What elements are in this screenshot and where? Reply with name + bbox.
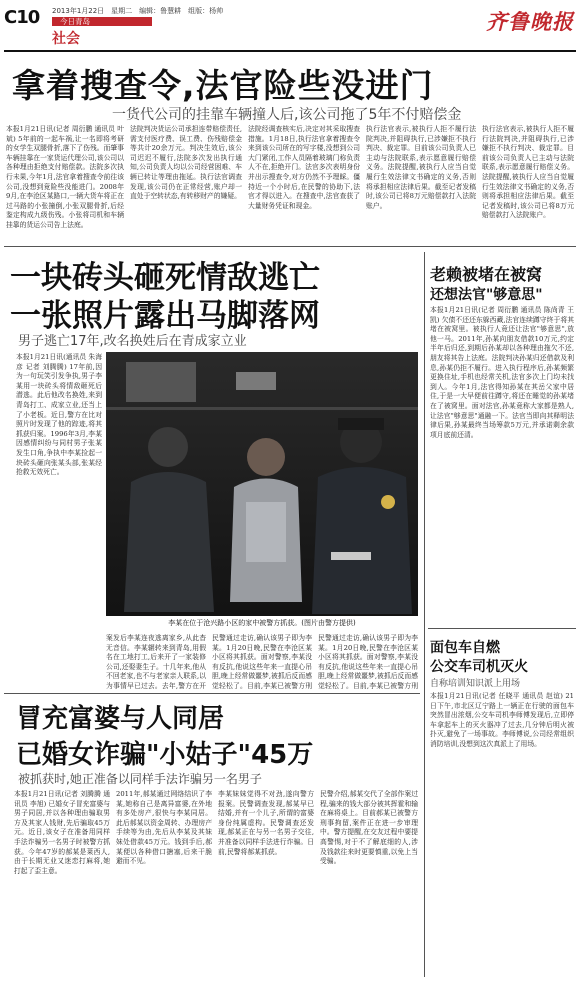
date-line: 2013年1月22日 星期二 编辑：鲁慧耕 组版：杨帅 xyxy=(52,7,224,15)
photo-caption: 李某在位于沧兴路小区的家中被警方抓获。(图片由警方提供) xyxy=(106,616,418,630)
article5-headline-line2: 已婚女诈骗"小姑子"45万 xyxy=(16,740,314,770)
article1-bottom-rule xyxy=(4,246,576,247)
article2-photo xyxy=(106,352,418,630)
article5-col-4: 民警介绍,郝某交代了全部作案过程,骗来的钱大部分被其挥霍和输在麻将桌上。目前郝某已被警方刑事拘留,案件正在进一步审理中。警方提醒,在交友过程中要提高警惕,对于不了解底细的人,涉及钱款往来时更要慎重,以免上当受骗。 xyxy=(320,790,418,866)
article4-headline: 面包车自燃 xyxy=(430,640,500,656)
article4-subhead: 公交车司机灭火 xyxy=(430,659,528,675)
article1-col-5: 执行法官表示,被执行人拒不履行法院判决,并阻碍执行,已涉嫌拒不执行判决、裁定罪。目前该公司负责人已主动与法院联系,表示愿意履行赔偿义务。法院提醒,被执行人应当自觉履行生效法律文书确定的义务,否则将承担相应法律后果。截至记者发稿时,该公司已将8万元赔偿款打入法院账户。 xyxy=(482,125,574,220)
article1-subhead: 一货代公司的挂靠车辆撞人后,该公司拖了5年不付赔偿金 xyxy=(112,107,462,123)
right-column-rule xyxy=(424,252,425,977)
article3-bottom-rule xyxy=(428,628,576,629)
masthead-logo: 齐鲁晚报 xyxy=(486,9,574,34)
section-small-label: 今日青岛 xyxy=(60,17,90,26)
article1-col-3: 法院经调查核实后,决定对其采取搜查措施。1月18日,执行法官拿着搜查令来到该公司所在的写字楼,没想到公司大门紧闭,工作人员隔着玻璃门称负责人不在,拒绝开门。法官多次表明身份并出示搜查令,对方仍然不予理睬。僵持近一个小时后,在民警的协助下,法官才得以进入。在搜查中,法官查获了大量财务凭证和现金。 xyxy=(248,125,360,210)
article5-col-2: 2011年,郝某通过网络结识了李某,她称自己是离异富婆,在外地有多处房产,很快与李某同居。此后郝某以资金周转、办理房产手续等为由,先后从李某及其妹妹处借款45万元。钱到手后,郝某便以各种借口搪塞,后来干脆避而不见。 xyxy=(116,790,212,866)
article3-subhead: 还想法官"够意思" xyxy=(430,287,543,303)
article2-bottom-rule xyxy=(4,693,420,694)
article2-subhead: 男子逃亡17年,改名换姓后在青成家立业 xyxy=(18,334,247,349)
article1-col-4: 执行法官表示,被执行人拒不履行法院判决,并阻碍执行,已涉嫌拒不执行判决、裁定罪。目前该公司负责人已主动与法院联系,表示愿意履行赔偿义务。法院提醒,被执行人应当自觉履行生效法律文书确定的义务,否则将承担相应法律后果。截至记者发稿时,该公司已将8万元赔偿款打入法院账户。 xyxy=(366,125,476,210)
article2-col-1: 本报1月21日讯(通讯员 朱海彦 记者 刘腾腾) 17年前,因为一句玩笑引发争执,男子李某用一块砖头将情敌砸死后潜逃。此后他改名换姓,来到青岛打工、成家立业,还当上了小老板。近日,警方在比对照片时发现了他的踪迹,将其抓获归案。1996年3月,李某因感情纠纷与同村男子张某发生口角,争执中李某捡起一块砖头砸向张某头部,张某经抢救无效死亡。 xyxy=(16,353,102,477)
article3-body: 本报1月21日讯(记者 周衍鹏 通讯员 陈尚青 王凯) 欠债不还还东躲西藏,法官连续蹲守终于将其堵在被窝里。被执行人竟还让法官"够意思",放他一马。2011年,孙某向朋友借款10万元,约定半年后归还,到期后孙某却以各种理由拖欠不还,朋友将其告上法庭。法院判决孙某归还借款及利息,孙某仍拒不履行。进入执行程序后,孙某频繁更换住址,手机也经常关机,法官多次上门均未找到人。今年1月,法官得知孙某在其岳父家中居住,于是一大早便前往蹲守,将还在睡觉的孙某堵在了被窝里。面对法官,孙某竟称大家都是熟人,让法官"够意思"通融一下。法官当即向其释明法律后果,孙某最终当场筹款5万元,并承诺剩余款项月底前还清。 xyxy=(430,306,574,439)
article2-col-2: 案发后李某连夜逃离家乡,从此杳无音信。李某辗转来到青岛,用假名在工地打工,后来开了一家装修公司,还娶妻生子。十几年来,他从不回老家,也不与老家亲人联系,以为事情早已过去。去年,警方在开 xyxy=(106,634,206,690)
header-rule xyxy=(4,50,576,52)
section-label: 社会 xyxy=(52,31,80,47)
article4-body: 本报1月21日讯(记者 任晓平 通讯员 赵谊) 21日下午,市北区辽宁路上一辆正在行驶的面包车突然冒出浓烟,公交车司机李师傅发现后,立即停车拿起车上的灭火器冲了过去,几分钟后明火被扑灭,避免了一场事故。李师傅说,公司经常组织消防培训,没想到这次真派上了用场。 xyxy=(430,692,574,748)
article2-col-4: 民警通过走访,确认该男子即为李某。1月20日晚,民警在李沧区某小区将其抓获。面对警察,李某没有反抗,他说这些年来一直提心吊胆,晚上经常做噩梦,被抓后反而感觉轻松了。目前,李某已被警方刑 xyxy=(318,634,418,690)
article5-headline-line1: 冒充富婆与人同居 xyxy=(16,704,225,734)
article1-col-1: 本报1月21日讯(记者 周衍鹏 通讯员 叶斌) 5年前的一起车祸,让一名即将考研的女学生双腿骨折,落下了伤残。而肇事车辆挂靠在一家货运代理公司,该公司以各种理由拒绝支付赔偿款。法院多次执行未果,今年1月,法官拿着搜查令前往该公司,没想到竟险些没能进门。2008年9月,在李沧区某路口,一辆大货车将正在过马路的小张撞倒,小张双腿骨折,后经鉴定构成九级伤残。小张将司机和车辆挂靠的货运公司告上法庭。 xyxy=(6,125,124,229)
article5-subhead: 被抓获时,她正准备以同样手法诈骗另一名男子 xyxy=(18,772,262,786)
article1-headline: 拿着搜查令,法官险些没进门 xyxy=(12,66,434,105)
article5-col-3: 李某妹妹觉得不对劲,遂向警方报案。民警调查发现,郝某早已结婚,并有一个儿子,所谓的富婆身份纯属虚构。民警调查还发现,郝某正在与另一名男子交往,并准备以同样手法进行诈骗。日前,民警将郝某抓获。 xyxy=(218,790,314,856)
article2-headline-line1: 一块砖头砸死情敌逃亡 xyxy=(10,260,320,296)
article4-deck: 自称培训知识派上用场 xyxy=(430,679,521,689)
article2-headline-line2: 一张照片露出马脚落网 xyxy=(10,298,320,334)
article2-col-3: 民警通过走访,确认该男子即为李某。1月20日晚,民警在李沧区某小区将其抓获。面对警察,李某没有反抗,他说这些年来一直提心吊胆,晚上经常做噩梦,被抓后反而感觉轻松了。目前,李某已被警方刑 xyxy=(212,634,312,690)
article1-col-2: 法院判决货运公司承担连带赔偿责任,需支付医疗费、误工费、伤残赔偿金等共计20余万元。判决生效后,该公司迟迟不履行,法院多次发出执行通知,公司负责人均以公司经营困难、车辆已转让等理由拖延。执行法官调查发现,该公司仍在正常经营,账户却一直处于空转状态,有转移财产的嫌疑。 xyxy=(130,125,242,201)
article5-col-1: 本报1月21日讯(记者 刘腾腾 通讯员 李旭) 已婚女子冒充富婆与男子同居,并以各种理由骗取男方及其家人钱财,先后骗取45万元。近日,该女子在准备用同样手法诈骗另一名男子时被警方抓获。今年47岁的郝某是莱西人,由于长期无业又迷恋打麻将,她打起了歪主意。 xyxy=(14,790,110,875)
article3-headline: 老赖被堵在被窝 xyxy=(430,265,543,284)
page-number: C10 xyxy=(4,7,40,28)
